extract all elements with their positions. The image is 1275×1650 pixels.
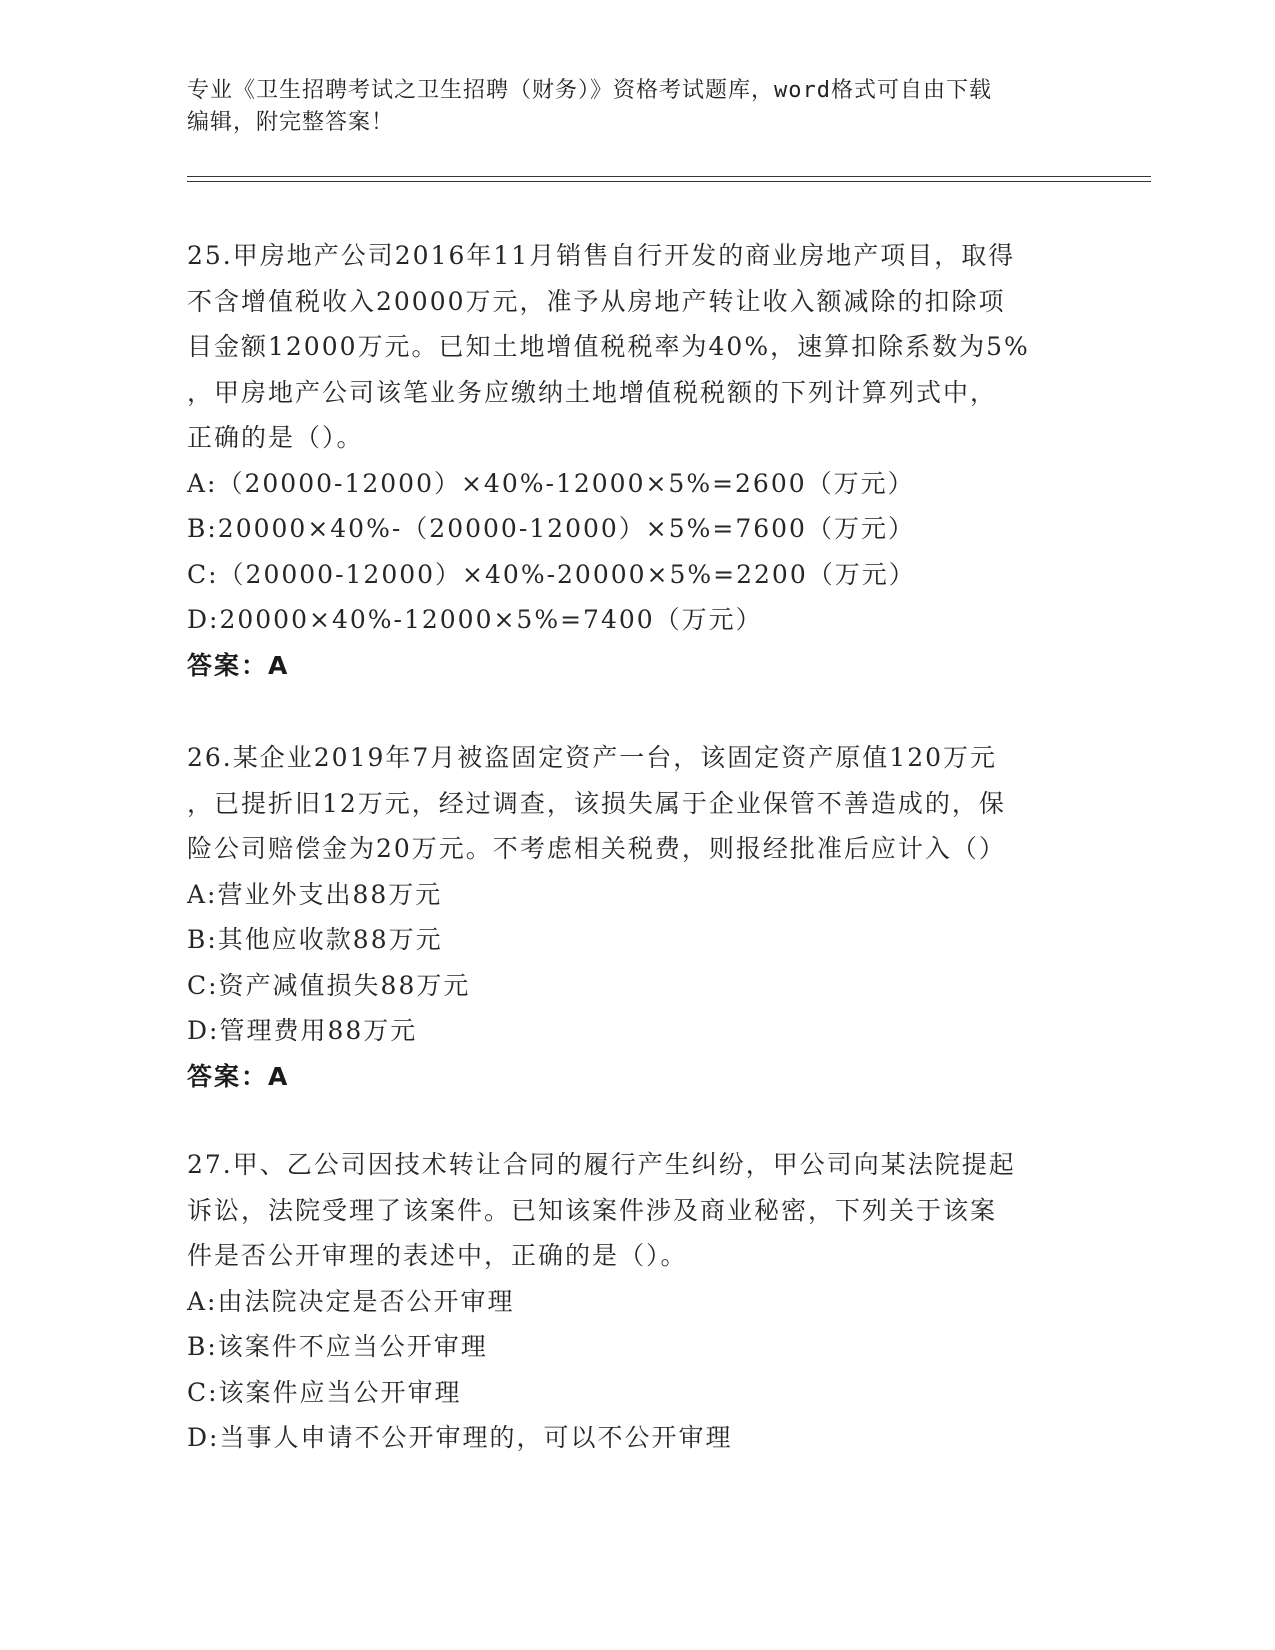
question-stem-line: 目金额12000万元。已知土地增值税税率为40%，速算扣除系数为5% [187,332,1030,361]
option-a: A:营业外支出88万元 [187,879,443,909]
question-stem-line: 险公司赔偿金为20万元。不考虑相关税费，则报经批准后应计入（） [187,834,1006,863]
question-stem-line: 不含增值税收入20000万元，准予从房地产转让收入额减除的扣除项 [187,286,1006,316]
question-stem-line: 正确的是（）。 [187,423,364,452]
answer-label: 答案：A [187,650,290,680]
question-stem-line: 诉讼，法院受理了该案件。已知该案件涉及商业秘密，下列关于该案 [187,1195,998,1225]
question-stem-line: 27.甲、乙公司因技术转让合同的履行产生纠纷，甲公司向某法院提起 [187,1150,1016,1179]
option-a: A:由法院决定是否公开审理 [187,1286,515,1316]
option-c: C:资产减值损失88万元 [187,970,471,1000]
document-header [187,75,1087,139]
question-stem-line: 26.某企业2019年7月被盗固定资产一台，该固定资产原值120万元 [187,743,998,772]
question-25 [187,233,1087,688]
header-divider-bottom [187,181,1151,182]
question-stem-line: 25.甲房地产公司2016年11月销售自行开发的商业房地产项目，取得 [187,241,1016,270]
header-divider-top [187,176,1151,177]
option-d: D:当事人申请不公开审理的，可以不公开审理 [187,1423,733,1452]
question-26 [187,735,1087,1099]
option-d: D:20000×40%-12000×5%=7400（万元） [187,605,763,634]
question-stem-line: ，已提折旧12万元，经过调查，该损失属于企业保管不善造成的，保 [187,788,1006,818]
header-line-2: 编辑，附完整答案！ [187,110,395,135]
option-b: B:该案件不应当公开审理 [187,1332,488,1361]
option-d: D:管理费用88万元 [187,1016,418,1045]
option-c: C:（20000-12000）×40%-20000×5%=2200（万元） [187,559,916,589]
option-a: A:（20000-12000）×40%-12000×5%=2600（万元） [187,468,915,498]
option-b: B:20000×40%-（20000-12000）×5%=7600（万元） [187,514,915,543]
option-c: C:该案件应当公开审理 [187,1377,462,1407]
header-line-1: 专业《卫生招聘考试之卫生招聘（财务）》资格考试题库，word格式可自由下载 [187,78,992,103]
option-b: B:其他应收款88万元 [187,925,443,954]
answer-label: 答案：A [187,1061,290,1091]
question-stem-line: ，甲房地产公司该笔业务应缴纳土地增值税税额的下列计算列式中， [187,377,998,407]
question-stem-line: 件是否公开审理的表述中，正确的是（）。 [187,1241,688,1270]
question-27 [187,1142,1087,1461]
